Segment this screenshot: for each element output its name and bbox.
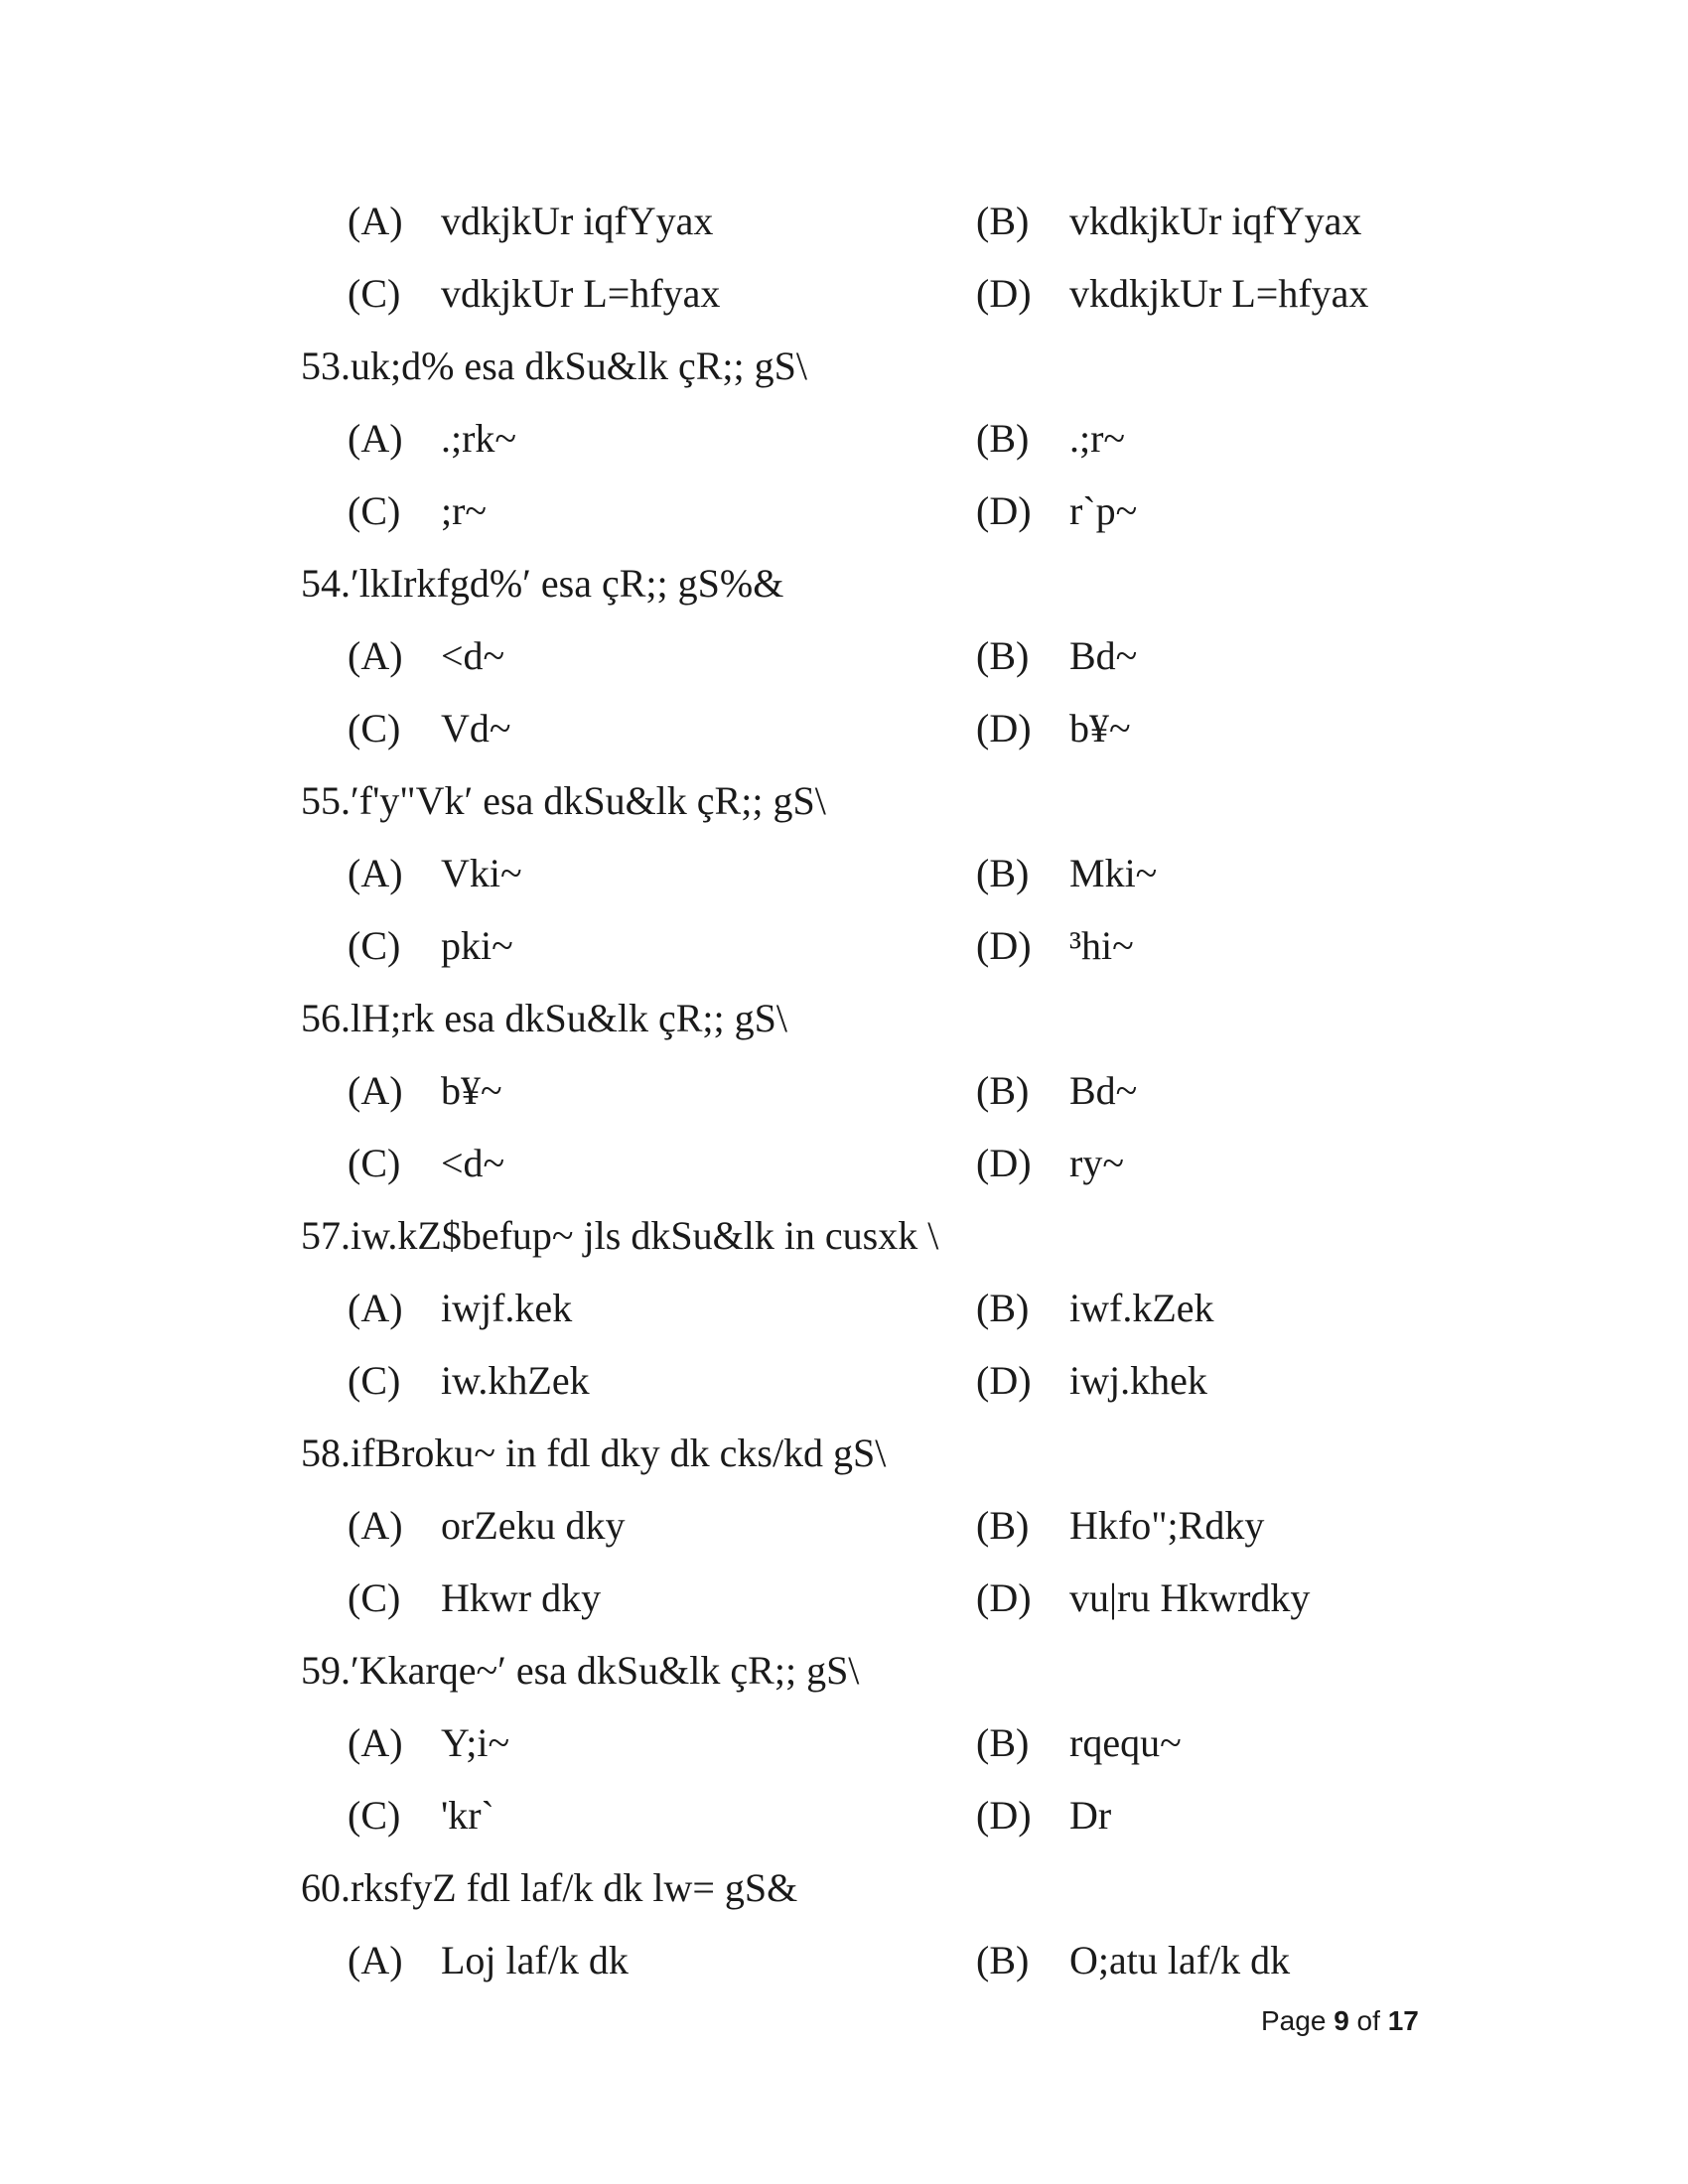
option-text: iw.khZek: [441, 1358, 590, 1403]
option-text: Hkfo";Rdky: [1069, 1503, 1265, 1548]
option-letter: (B): [976, 1938, 1030, 1982]
question-number: 58.: [301, 1431, 351, 1475]
option-text: <d~: [441, 1141, 505, 1185]
option-letter: (A): [348, 199, 403, 243]
options-row: [301, 1779, 1453, 1851]
answer-option: [976, 1574, 1310, 1621]
question-stem: [301, 330, 1453, 402]
options-row: [301, 1344, 1453, 1417]
option-text: vu|ru Hkwrdky: [1069, 1575, 1311, 1620]
answer-option: [976, 705, 1131, 751]
option-letter: (B): [976, 1720, 1030, 1765]
options-row: [301, 1127, 1453, 1199]
option-text: vdkjkUr L=hfyax: [441, 271, 721, 316]
answer-option: [976, 270, 1368, 317]
option-text: iwf.kZek: [1069, 1286, 1214, 1330]
question-stem: [301, 764, 1453, 837]
question-number: 54.: [301, 561, 351, 606]
options-row: [301, 1489, 1453, 1562]
question-stem: [301, 982, 1453, 1054]
question-stem: [301, 1851, 1453, 1924]
current-page-number: 9: [1334, 2005, 1349, 2036]
question-number: 59.: [301, 1648, 351, 1693]
option-text: ry~: [1069, 1141, 1124, 1185]
option-letter: (B): [976, 1286, 1030, 1330]
total-pages-number: 17: [1387, 2005, 1419, 2036]
answer-option: [348, 1792, 494, 1839]
answer-option: [976, 850, 1157, 896]
answer-option: [348, 850, 522, 896]
option-letter: (A): [348, 1720, 403, 1765]
option-letter: (D): [976, 271, 1032, 316]
option-text: .;r~: [1069, 416, 1126, 461]
option-letter: (A): [348, 1503, 403, 1548]
answer-option: [348, 1937, 629, 1983]
answer-option: [348, 705, 511, 751]
options-row: [301, 257, 1453, 330]
option-text: vdkjkUr iqfYyax: [441, 199, 714, 243]
answer-option: [976, 922, 1134, 969]
answer-option: [976, 415, 1125, 462]
option-letter: (A): [348, 416, 403, 461]
question-stem: [301, 1199, 1453, 1272]
question-number: 57.: [301, 1213, 351, 1258]
option-letter: (B): [976, 416, 1030, 461]
question-text: ′Kkarqe~′ esa dkSu&lk çR;; gS\: [351, 1648, 860, 1693]
answer-option: [976, 1357, 1207, 1404]
option-text: O;atu laf/k dk: [1069, 1938, 1291, 1982]
option-text: Loj laf/k dk: [441, 1938, 629, 1982]
page-label: Page: [1261, 2005, 1327, 2036]
option-letter: (C): [348, 1358, 401, 1403]
option-text: r`p~: [1069, 488, 1138, 533]
answer-option: [976, 632, 1137, 679]
option-letter: (B): [976, 1068, 1030, 1113]
option-text: pki~: [441, 923, 513, 968]
options-row: [301, 475, 1453, 547]
answer-option: [348, 1719, 509, 1766]
options-row: [301, 619, 1453, 692]
answer-option: [348, 198, 713, 244]
answer-option: [348, 1574, 601, 1621]
option-letter: (D): [976, 706, 1032, 751]
options-row: [301, 1272, 1453, 1344]
question-number: 56.: [301, 996, 351, 1040]
option-letter: (B): [976, 1503, 1030, 1548]
answer-option: [976, 1792, 1111, 1839]
option-letter: (A): [348, 1286, 403, 1330]
option-text: orZeku dky: [441, 1503, 626, 1548]
option-text: iwjf.kek: [441, 1286, 573, 1330]
answer-option: [976, 487, 1137, 534]
option-text: .;rk~: [441, 416, 517, 461]
option-text: Y;i~: [441, 1720, 510, 1765]
option-letter: (D): [976, 1575, 1032, 1620]
option-text: b¥~: [1069, 706, 1131, 751]
answer-option: [348, 632, 504, 679]
question-list: [301, 185, 1453, 1996]
options-row: [301, 1924, 1453, 1996]
question-text: ′lkIrkfgd%′ esa çR;; gS%&: [351, 561, 784, 606]
question-number: 60.: [301, 1865, 351, 1910]
option-text: b¥~: [441, 1068, 502, 1113]
option-text: iwj.khek: [1069, 1358, 1207, 1403]
option-letter: (D): [976, 1358, 1032, 1403]
option-letter: (C): [348, 488, 401, 533]
option-letter: (A): [348, 633, 403, 678]
option-text: <d~: [441, 633, 505, 678]
answer-option: [348, 1140, 504, 1186]
page-of-label: of: [1356, 2005, 1380, 2036]
option-text: Bd~: [1069, 633, 1138, 678]
option-text: Bd~: [1069, 1068, 1138, 1113]
options-row: [301, 1706, 1453, 1779]
option-letter: (C): [348, 1793, 401, 1838]
option-letter: (C): [348, 1575, 401, 1620]
question-number: 53.: [301, 343, 351, 388]
option-letter: (C): [348, 271, 401, 316]
option-text: vkdkjkUr L=hfyax: [1069, 271, 1369, 316]
option-text: Vd~: [441, 706, 511, 751]
option-letter: (A): [348, 1938, 403, 1982]
option-text: rqequ~: [1069, 1720, 1182, 1765]
option-letter: (B): [976, 633, 1030, 678]
options-row: [301, 1054, 1453, 1127]
option-text: 'kr`: [441, 1793, 494, 1838]
option-letter: (B): [976, 851, 1030, 895]
option-letter: (B): [976, 199, 1030, 243]
answer-option: [976, 1502, 1264, 1549]
question-text: iw.kZ$befup~ jls dkSu&lk in cusxk \: [351, 1213, 939, 1258]
answer-option: [348, 415, 516, 462]
answer-option: [976, 198, 1361, 244]
answer-option: [976, 1937, 1290, 1983]
option-letter: (A): [348, 851, 403, 895]
option-text: vkdkjkUr iqfYyax: [1069, 199, 1362, 243]
options-row: [301, 837, 1453, 909]
page-footer: [1261, 2005, 1419, 2037]
question-stem: [301, 1417, 1453, 1489]
option-letter: (D): [976, 488, 1032, 533]
answer-option: [348, 922, 513, 969]
option-letter: (C): [348, 706, 401, 751]
question-stem: [301, 547, 1453, 619]
option-letter: (C): [348, 1141, 401, 1185]
answer-option: [348, 270, 720, 317]
answer-option: [348, 487, 487, 534]
answer-option: [348, 1502, 626, 1549]
option-text: Hkwr dky: [441, 1575, 602, 1620]
question-text: uk;d% esa dkSu&lk çR;; gS\: [351, 343, 807, 388]
option-letter: (A): [348, 1068, 403, 1113]
option-letter: (D): [976, 1793, 1032, 1838]
option-text: Dr: [1069, 1793, 1112, 1838]
question-number: 55.: [301, 778, 351, 823]
options-row: [301, 402, 1453, 475]
options-row: [301, 185, 1453, 257]
answer-option: [976, 1285, 1214, 1331]
question-stem: [301, 1634, 1453, 1706]
options-row: [301, 692, 1453, 764]
question-text: rksfyZ fdl laf/k dk lw= gS&: [351, 1865, 798, 1910]
answer-option: [976, 1719, 1182, 1766]
question-text: ifBroku~ in fdl dky dk cks/kd gS\: [351, 1431, 887, 1475]
answer-option: [976, 1140, 1124, 1186]
option-letter: (D): [976, 923, 1032, 968]
question-text: ′f'y"Vk′ esa dkSu&lk çR;; gS\: [351, 778, 826, 823]
option-letter: (C): [348, 923, 401, 968]
options-row: [301, 1562, 1453, 1634]
answer-option: [348, 1067, 502, 1114]
question-text: lH;rk esa dkSu&lk çR;; gS\: [351, 996, 787, 1040]
options-row: [301, 909, 1453, 982]
option-text: Vki~: [441, 851, 522, 895]
option-text: ;r~: [441, 488, 488, 533]
answer-option: [976, 1067, 1137, 1114]
option-letter: (D): [976, 1141, 1032, 1185]
answer-option: [348, 1357, 590, 1404]
option-text: ³hi~: [1069, 923, 1134, 968]
option-text: Mki~: [1069, 851, 1158, 895]
answer-option: [348, 1285, 572, 1331]
